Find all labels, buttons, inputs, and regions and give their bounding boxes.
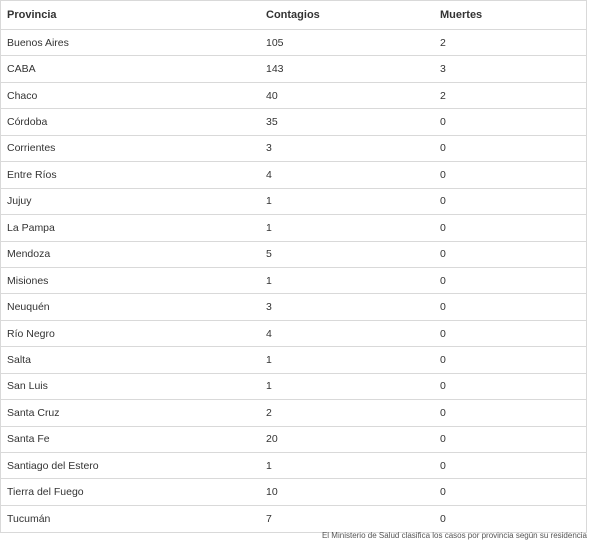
cell-provincia: La Pampa (7, 221, 55, 234)
cell-provincia: Córdoba (7, 116, 48, 129)
cell-muertes: 0 (440, 116, 446, 129)
cell-contagios: 5 (266, 248, 272, 261)
cell-muertes: 0 (440, 168, 446, 181)
table-row (1, 30, 586, 56)
cell-muertes: 2 (440, 89, 446, 102)
cell-muertes: 0 (440, 195, 446, 208)
cell-contagios: 105 (266, 36, 284, 49)
cell-contagios: 20 (266, 433, 278, 446)
cell-contagios: 1 (266, 380, 272, 393)
table-row (1, 427, 586, 453)
cell-muertes: 0 (440, 380, 446, 393)
cell-muertes: 0 (440, 274, 446, 287)
table-row (1, 56, 586, 82)
table-row (1, 321, 586, 347)
cell-provincia: Tierra del Fuego (7, 486, 84, 499)
cell-provincia: Corrientes (7, 142, 56, 155)
cell-contagios: 1 (266, 274, 272, 287)
table-body (1, 30, 586, 532)
cell-contagios: 7 (266, 513, 272, 526)
header-provincia: Provincia (7, 9, 57, 21)
table-row (1, 242, 586, 268)
cell-muertes: 0 (440, 248, 446, 261)
cell-provincia: Río Negro (7, 327, 55, 340)
cell-muertes: 0 (440, 406, 446, 419)
table-row (1, 506, 586, 532)
cell-provincia: Tucumán (7, 513, 51, 526)
cell-muertes: 0 (440, 433, 446, 446)
cell-provincia: Santiago del Estero (7, 459, 99, 472)
cell-provincia: Jujuy (7, 195, 32, 208)
cell-provincia: Chaco (7, 89, 38, 102)
cell-contagios: 10 (266, 486, 278, 499)
cell-muertes: 0 (440, 353, 446, 366)
table-row (1, 479, 586, 505)
cell-contagios: 1 (266, 459, 272, 472)
table-row (1, 374, 586, 400)
cell-muertes: 0 (440, 301, 446, 314)
cell-contagios: 143 (266, 63, 284, 76)
cell-provincia: Entre Ríos (7, 168, 57, 181)
cell-contagios: 40 (266, 89, 278, 102)
cell-muertes: 0 (440, 459, 446, 472)
cell-muertes: 0 (440, 513, 446, 526)
table-row (1, 162, 586, 188)
table-row (1, 294, 586, 320)
cell-muertes: 0 (440, 486, 446, 499)
cell-contagios: 4 (266, 327, 272, 340)
table-row (1, 215, 586, 241)
table-row (1, 400, 586, 426)
table-row (1, 109, 586, 135)
table-row (1, 189, 586, 215)
cell-provincia: San Luis (7, 380, 48, 393)
cell-provincia: Misiones (7, 274, 49, 287)
cell-contagios: 1 (266, 195, 272, 208)
table-row (1, 453, 586, 479)
cell-provincia: Santa Fe (7, 433, 50, 446)
cell-provincia: CABA (7, 63, 36, 76)
table-row (1, 347, 586, 373)
header-contagios: Contagios (266, 9, 320, 21)
cell-contagios: 3 (266, 301, 272, 314)
cell-provincia: Mendoza (7, 248, 51, 261)
cell-provincia: Salta (7, 353, 31, 366)
cell-contagios: 35 (266, 116, 278, 129)
table-header-row (1, 1, 586, 30)
footnote: El Ministerio de Salud clasifica los casos por provincia según su residencia (321, 531, 587, 540)
header-muertes: Muertes (440, 9, 483, 21)
cell-provincia: Santa Cruz (7, 406, 60, 419)
cell-provincia: Buenos Aires (7, 36, 69, 49)
table-row (1, 268, 586, 294)
cell-contagios: 2 (266, 406, 272, 419)
cell-contagios: 1 (266, 221, 272, 234)
cell-contagios: 4 (266, 168, 272, 181)
cell-muertes: 3 (440, 63, 446, 76)
cell-muertes: 2 (440, 36, 446, 49)
table-row (1, 136, 586, 162)
cell-contagios: 3 (266, 142, 272, 155)
cell-muertes: 0 (440, 221, 446, 234)
cell-provincia: Neuquén (7, 301, 50, 314)
table-row (1, 83, 586, 109)
cell-contagios: 1 (266, 353, 272, 366)
cell-muertes: 0 (440, 327, 446, 340)
cell-muertes: 0 (440, 142, 446, 155)
